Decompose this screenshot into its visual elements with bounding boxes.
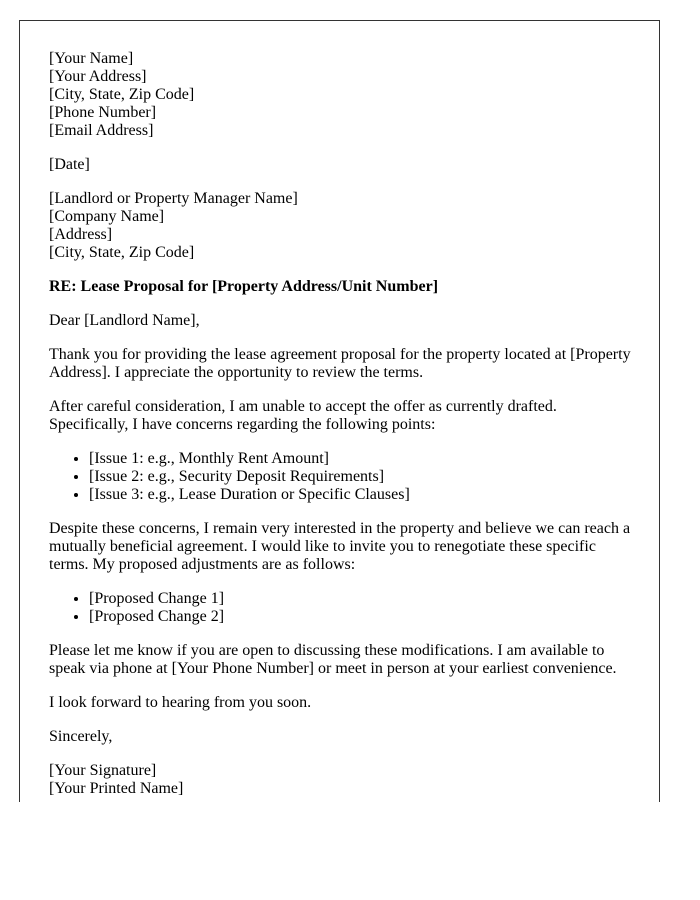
sender-phone: [Phone Number]: [49, 104, 157, 121]
subject-text: RE: Lease Proposal for [Property Address/Unit Number]: [49, 278, 439, 295]
list-item: • [Proposed Change 2]: [89, 608, 631, 626]
sender-address: [Your Address]: [49, 68, 147, 85]
recipient-address: [Address]: [49, 226, 113, 243]
letter-page: [19, 20, 660, 802]
signature-block: [49, 762, 631, 798]
salutation: Dear [Landlord Name],: [49, 312, 200, 329]
list-item: • [Issue 3: e.g., Lease Duration or Specific Clauses]: [89, 486, 631, 504]
paragraph-5: I look forward to hearing from you soon.: [49, 694, 312, 711]
printed-name: [Your Printed Name]: [49, 780, 184, 797]
sender-name: [Your Name]: [49, 50, 134, 67]
list-item: • [Issue 2: e.g., Security Deposit Requirements]: [89, 468, 631, 486]
date: [Date]: [49, 156, 90, 173]
paragraph-4: Please let me know if you are open to discussing these modifications. I am available to speak via phone at [Your Phone Number] or meet in person at your earliest convenience.: [49, 642, 617, 677]
sender-city: [City, State, Zip Code]: [49, 86, 195, 103]
signature: [Your Signature]: [49, 762, 157, 779]
list-item: • [Proposed Change 1]: [89, 590, 631, 608]
recipient-company: [Company Name]: [49, 208, 165, 225]
recipient-name: [Landlord or Property Manager Name]: [49, 190, 298, 207]
changes-list: [49, 590, 631, 626]
issues-list: [49, 450, 631, 504]
subject-line: [49, 278, 631, 296]
paragraph-1: Thank you for providing the lease agreement proposal for the property located at [Property Address]. I appreciate the opportunity to review the terms.: [49, 346, 631, 381]
paragraph-3: Despite these concerns, I remain very interested in the property and believe we can reach a mutually beneficial agreement. I would like to invite you to renegotiate these specific terms. My proposed adjustments are as follows:: [49, 520, 631, 573]
sender-block: [49, 50, 631, 140]
sender-email: [Email Address]: [49, 122, 154, 139]
list-item: • [Issue 1: e.g., Monthly Rent Amount]: [89, 450, 631, 468]
recipient-city: [City, State, Zip Code]: [49, 244, 195, 261]
paragraph-2: After careful consideration, I am unable to accept the offer as currently drafted. Specifically, I have concerns regarding the following points:: [49, 398, 557, 433]
recipient-block: [49, 190, 631, 262]
closing: Sincerely,: [49, 728, 113, 745]
